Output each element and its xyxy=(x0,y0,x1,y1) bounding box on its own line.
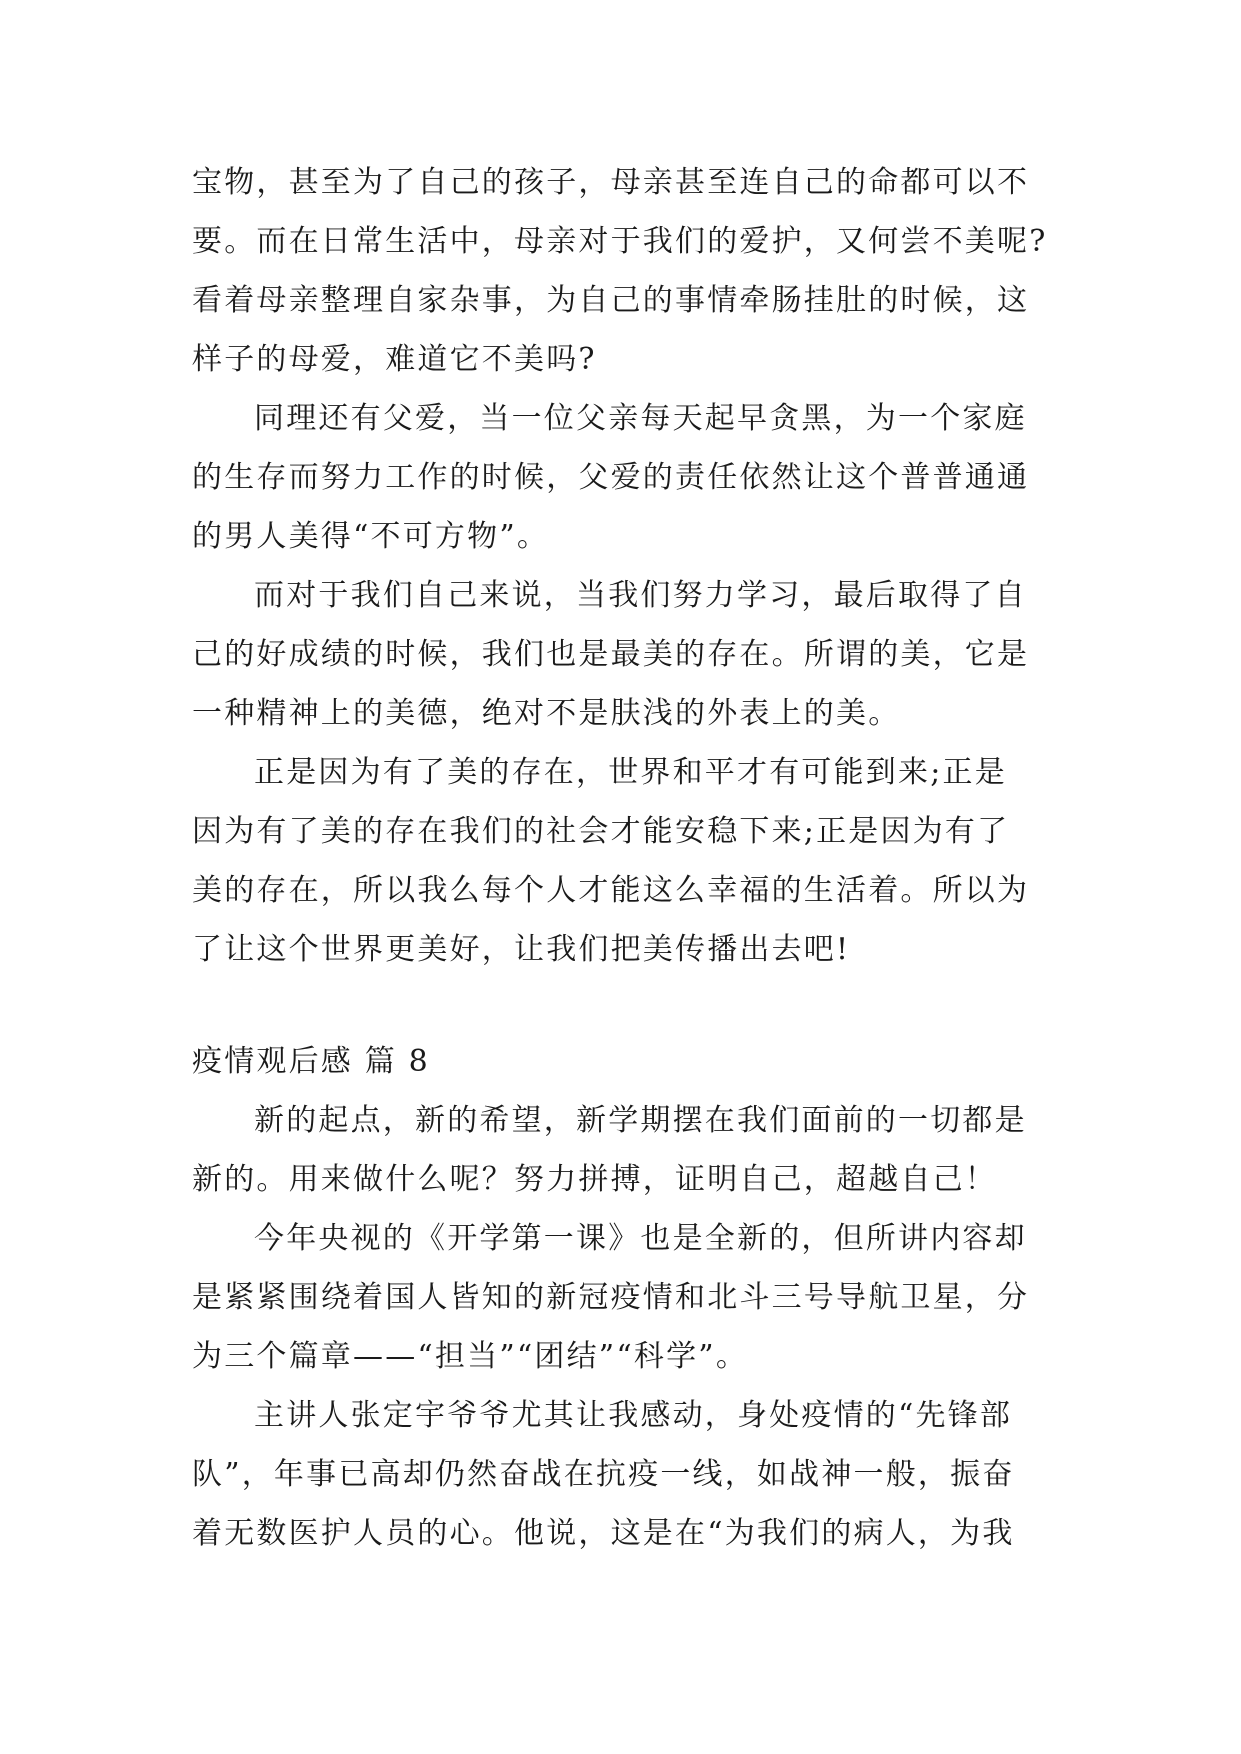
paragraph-line: 一种精神上的美德，绝对不是肤浅的外表上的美。 xyxy=(192,696,901,731)
paragraph-line: 而对于我们自己来说，当我们努力学习，最后取得了自 xyxy=(254,578,1027,613)
paragraph-line: 的男人美得“不可方物”。 xyxy=(192,519,550,554)
paragraph-line: 己的好成绩的时候，我们也是最美的存在。所谓的美，它是 xyxy=(192,637,1030,672)
paragraph-line: 是紧紧围绕着国人皆知的新冠疫情和北斗三号导航卫星，分 xyxy=(192,1280,1030,1315)
paragraph-line: 新的。用来做什么呢？努力拼搏，证明自己，超越自己！ xyxy=(192,1162,997,1197)
paragraph-line: 看着母亲整理自家杂事，为自己的事情牵肠挂肚的时候，这 xyxy=(192,283,1030,318)
paragraph-line: 今年央视的《开学第一课》也是全新的，但所讲内容却 xyxy=(254,1221,1027,1256)
paragraph-line: 队”，年事已高却仍然奋战在抗疫一线，如战神一般，振奋 xyxy=(192,1457,1015,1492)
paragraph-line: 新的起点，新的希望，新学期摆在我们面前的一切都是 xyxy=(254,1103,1027,1138)
section-heading: 疫情观后感 篇 8 xyxy=(192,1044,430,1079)
paragraph-line: 为三个篇章——“担当”“团结”“科学”。 xyxy=(192,1339,749,1374)
paragraph-line: 同理还有父爱，当一位父亲每天起早贪黑，为一个家庭 xyxy=(254,401,1027,436)
paragraph-line: 宝物，甚至为了自己的孩子，母亲甚至连自己的命都可以不 xyxy=(192,165,1030,200)
paragraph-line: 要。而在日常生活中，母亲对于我们的爱护，又何尝不美呢? xyxy=(192,224,1048,259)
paragraph-line: 因为有了美的存在我们的社会才能安稳下来;正是因为有了 xyxy=(192,814,1010,849)
paragraph-line: 的生存而努力工作的时候，父爱的责任依然让这个普普通通 xyxy=(192,460,1030,495)
paragraph-line: 美的存在，所以我么每个人才能这么幸福的生活着。所以为 xyxy=(192,873,1030,908)
paragraph-line: 正是因为有了美的存在，世界和平才有可能到来;正是 xyxy=(254,755,1007,790)
paragraph-line: 样子的母爱，难道它不美吗? xyxy=(192,342,597,377)
paragraph-line: 主讲人张定宇爷爷尤其让我感动，身处疫情的“先锋部 xyxy=(254,1398,1013,1433)
paragraph-line: 了让这个世界更美好，让我们把美传播出去吧! xyxy=(192,932,851,967)
paragraph-line: 着无数医护人员的心。他说，这是在“为我们的病人，为我 xyxy=(192,1516,1015,1551)
